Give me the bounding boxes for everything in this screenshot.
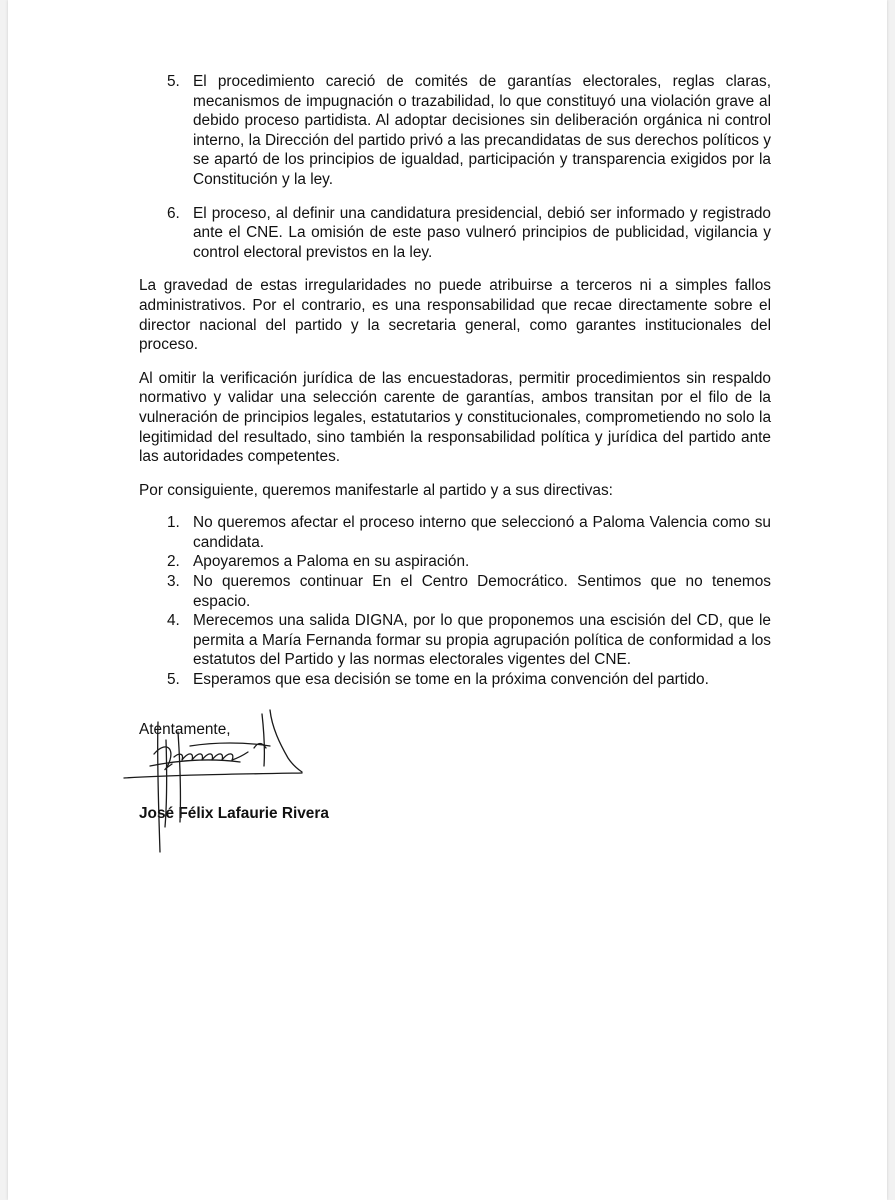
item-text: El proceso, al definir una candidatura presidencial, debió ser informado y registrado ante el CNE. La omisión de este paso vulneró principios de publicidad, vigilancia y control electoral previstos en la ley. <box>193 204 771 261</box>
item-text: No queremos afectar el proceso interno que seleccionó a Paloma Valencia como su candidata. <box>193 514 771 551</box>
item-number: 5. <box>167 73 180 90</box>
list-item <box>139 72 771 190</box>
document-page <box>8 0 887 1200</box>
list-item <box>139 670 771 690</box>
item-text: No queremos continuar En el Centro Democrático. Sentimos que no tenemos espacio. <box>193 573 771 610</box>
list-item <box>139 552 771 572</box>
requests-list <box>139 513 771 689</box>
list-item <box>139 204 771 263</box>
irregularities-list <box>139 72 771 262</box>
list-item <box>139 611 771 670</box>
list-item <box>139 513 771 552</box>
item-text: El procedimiento careció de comités de garantías electorales, reglas claras, mecanismos de impugnación o trazabilidad, lo que constituyó una violación grave al debido proceso partidista. Al adoptar decisiones sin deliberación orgánica ni control interno, la Dirección del partido privó a las precandidatas de sus derechos políticos y se apartó de los principios de igualdad, participación y transparencia exigidos por la Constitución y la ley. <box>193 73 771 188</box>
item-text: Apoyaremos a Paloma en su aspiración. <box>193 553 470 571</box>
item-number: 3. <box>167 573 180 591</box>
item-text: Esperamos que esa decisión se tome en la próxima convención del partido. <box>193 671 709 689</box>
item-number: 1. <box>167 514 180 532</box>
paragraph-responsibility: La gravedad de estas irregularidades no puede atribuirse a terceros ni a simples fallos administrativos. Por el contrario, es una responsabilidad que recae directamente sobre el director nacional del partido y la secretaria general, como garantes institucionales del proceso. <box>139 277 771 354</box>
signer-name: José Félix Lafaurie Rivera <box>139 805 329 823</box>
item-number: 5. <box>167 671 180 689</box>
letter-body <box>139 72 771 824</box>
item-number: 2. <box>167 553 180 571</box>
paragraph-omission: Al omitir la verificación jurídica de las encuestadoras, permitir procedimientos sin respaldo normativo y validar una selección carente de garantías, ambos transitan por el filo de la vulneración de principios legales, estatutarios y constitucionales, comprometiendo no solo la legitimidad del resultado, sino también la responsabilidad política y jurídica del partido ante las autoridades competentes. <box>139 369 771 466</box>
closing-salutation: Atentamente, <box>139 720 231 738</box>
item-text: Merecemos una salida DIGNA, por lo que proponemos una escisión del CD, que le permita a María Fernanda formar su propia agrupación política de conformidad a los estatutos del Partido y las normas electorales vigentes del CNE. <box>193 612 771 669</box>
list-item <box>139 572 771 611</box>
paragraph-consequently: Por consiguiente, queremos manifestarle al partido y a sus directivas: <box>139 481 613 499</box>
item-number: 6. <box>167 204 180 222</box>
item-number: 4. <box>167 612 180 630</box>
